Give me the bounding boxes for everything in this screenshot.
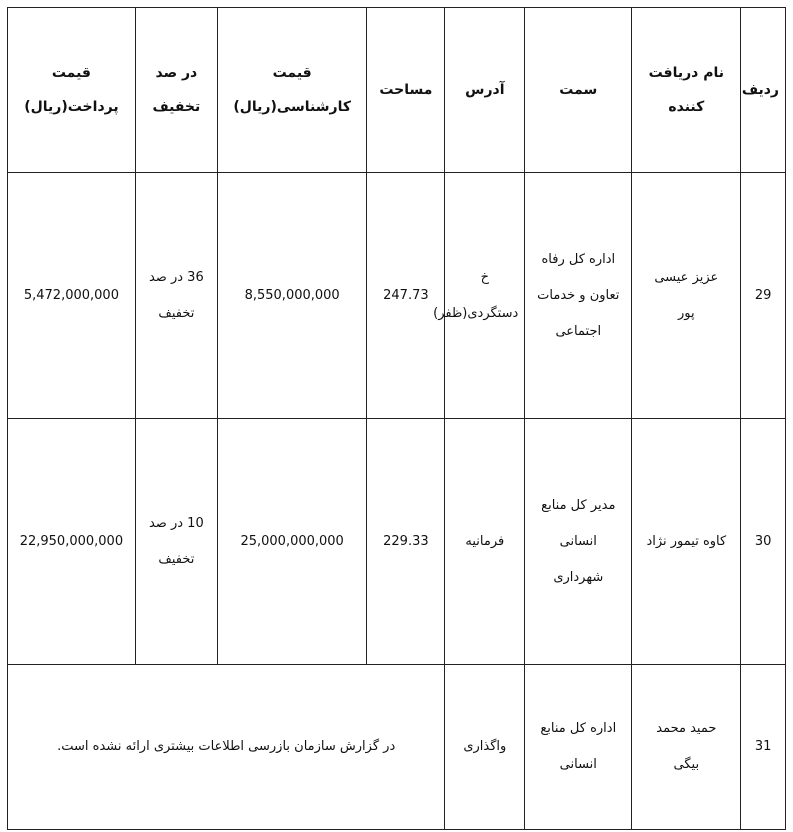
row-number: 29 xyxy=(741,173,786,419)
header-paid-price: قیمت پرداخت(ریال) xyxy=(8,8,136,173)
position: مدیر کل منابع انسانی شهرداری xyxy=(525,419,632,665)
area: 247.73 xyxy=(367,173,445,419)
position: اداره کل منابع انسانی xyxy=(525,665,632,830)
paid-price: 22,950,000,000 xyxy=(8,419,136,665)
address: خ دستگردی(ظفر) xyxy=(445,173,525,419)
header-discount-percent: در صد تخفیف xyxy=(135,8,217,173)
address: فرمانیه xyxy=(445,419,525,665)
address: واگذاری xyxy=(445,665,525,830)
report-note: در گزارش سازمان بازرسی اطلاعات بیشتری ارائه نشده است. xyxy=(8,665,445,830)
table-row xyxy=(8,419,786,665)
position: اداره کل رفاه تعاون و خدمات اجتماعی xyxy=(525,173,632,419)
paid-price: 5,472,000,000 xyxy=(8,173,136,419)
appraised-price: 8,550,000,000 xyxy=(217,173,367,419)
recipient-name: عزیز عیسی پور xyxy=(632,173,741,419)
header-area: مساحت xyxy=(367,8,445,173)
header-address: آدرس xyxy=(445,8,525,173)
table-row xyxy=(8,173,786,419)
row-number: 30 xyxy=(741,419,786,665)
discount-percent: 10 در صد تخفیف xyxy=(135,419,217,665)
table-row xyxy=(8,665,786,830)
header-position: سمت xyxy=(525,8,632,173)
discount-percent: 36 در صد تخفیف xyxy=(135,173,217,419)
records-table xyxy=(7,7,786,830)
recipient-name: حمید محمد بیگی xyxy=(632,665,741,830)
row-number: 31 xyxy=(741,665,786,830)
appraised-price: 25,000,000,000 xyxy=(217,419,367,665)
header-appraised-price: قیمت کارشناسی(ریال) xyxy=(217,8,367,173)
header-row xyxy=(8,8,786,173)
recipient-name: کاوه تیمور نژاد xyxy=(632,419,741,665)
header-recipient: نام دریافت کننده xyxy=(632,8,741,173)
area: 229.33 xyxy=(367,419,445,665)
header-row-number: ردیف xyxy=(741,8,786,173)
